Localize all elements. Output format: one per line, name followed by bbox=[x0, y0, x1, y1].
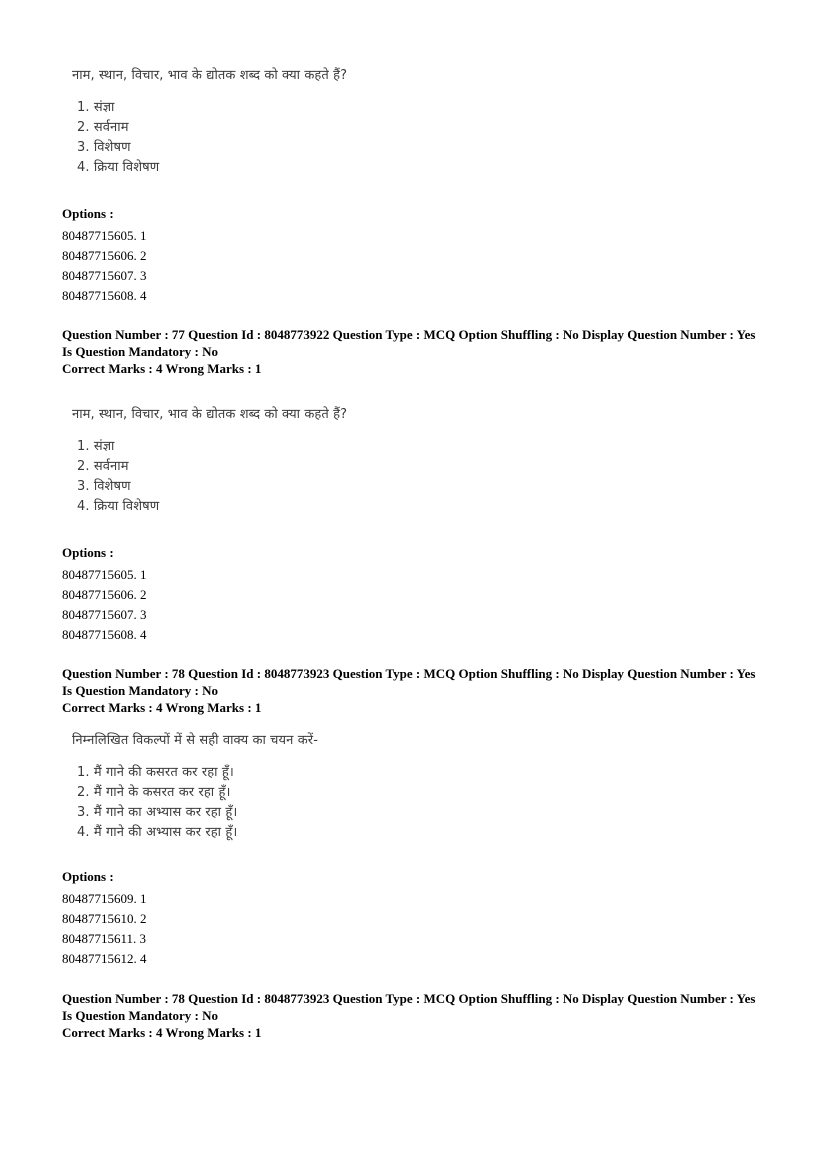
choice-item: 3. मैं गाने का अभ्यास कर रहा हूँ। bbox=[77, 805, 238, 820]
choice-item: 1. मैं गाने की कसरत कर रहा हूँ। bbox=[77, 765, 234, 780]
option-line: 80487715610. 2 bbox=[62, 911, 147, 926]
choice-item: 1. संज्ञा bbox=[77, 100, 115, 115]
question-marks-line: Correct Marks : 4 Wrong Marks : 1 bbox=[62, 361, 262, 376]
question-header-78-repeat bbox=[62, 990, 792, 1041]
question-text: नाम, स्थान, विचार, भाव के द्योतक शब्द को क्या कहते हैं? bbox=[72, 407, 348, 422]
question-image-1 bbox=[72, 66, 347, 178]
option-line: 80487715609. 1 bbox=[62, 891, 147, 906]
choice-item: 4. क्रिया विशेषण bbox=[77, 499, 160, 514]
option-line: 80487715605. 1 bbox=[62, 228, 147, 243]
question-meta-line: Question Number : 78 Question Id : 8048773923 Question Type : MCQ Option Shuffling : No Display Question Number : Yes bbox=[62, 991, 756, 1006]
question-marks-line: Correct Marks : 4 Wrong Marks : 1 bbox=[62, 1025, 262, 1040]
question-meta-line: Question Number : 78 Question Id : 8048773923 Question Type : MCQ Option Shuffling : No Display Question Number : Yes bbox=[62, 666, 756, 681]
option-line: 80487715605. 1 bbox=[62, 567, 147, 582]
question-header-78 bbox=[62, 665, 792, 716]
question-text: निम्नलिखित विकल्पों में से सही वाक्य का चयन करें- bbox=[72, 733, 318, 748]
choice-item: 4. क्रिया विशेषण bbox=[77, 160, 160, 175]
choice-list bbox=[72, 437, 347, 517]
option-line: 80487715608. 4 bbox=[62, 288, 147, 303]
question-header-77 bbox=[62, 326, 792, 377]
question-marks-line: Correct Marks : 4 Wrong Marks : 1 bbox=[62, 700, 262, 715]
option-line: 80487715612. 4 bbox=[62, 951, 147, 966]
choice-item: 1. संज्ञा bbox=[77, 439, 115, 454]
choice-item: 2. सर्वनाम bbox=[77, 459, 129, 474]
options-block-2 bbox=[62, 544, 792, 645]
option-line: 80487715611. 3 bbox=[62, 931, 147, 946]
option-line: 80487715607. 3 bbox=[62, 268, 147, 283]
question-mandatory-line: Is Question Mandatory : No bbox=[62, 1008, 219, 1023]
options-block-3 bbox=[62, 868, 792, 969]
choice-item: 3. विशेषण bbox=[77, 479, 131, 494]
question-meta-line: Question Number : 77 Question Id : 8048773922 Question Type : MCQ Option Shuffling : No Display Question Number : Yes bbox=[62, 327, 756, 342]
question-mandatory-line: Is Question Mandatory : No bbox=[62, 344, 219, 359]
choice-item: 4. मैं गाने की अभ्यास कर रहा हूँ। bbox=[77, 825, 238, 840]
options-label: Options : bbox=[62, 545, 114, 560]
option-line: 80487715608. 4 bbox=[62, 627, 147, 642]
option-line: 80487715606. 2 bbox=[62, 248, 147, 263]
options-block-1 bbox=[62, 205, 792, 306]
option-line: 80487715607. 3 bbox=[62, 607, 147, 622]
question-image-2 bbox=[72, 405, 347, 517]
question-mandatory-line: Is Question Mandatory : No bbox=[62, 683, 219, 698]
question-image-3 bbox=[72, 731, 318, 843]
question-text: नाम, स्थान, विचार, भाव के द्योतक शब्द को क्या कहते हैं? bbox=[72, 68, 348, 83]
options-label: Options : bbox=[62, 206, 114, 221]
choice-item: 2. मैं गाने के कसरत कर रहा हूँ। bbox=[77, 785, 231, 800]
choice-list bbox=[72, 763, 318, 843]
option-line: 80487715606. 2 bbox=[62, 587, 147, 602]
choice-list bbox=[72, 98, 347, 178]
choice-item: 2. सर्वनाम bbox=[77, 120, 129, 135]
choice-item: 3. विशेषण bbox=[77, 140, 131, 155]
options-label: Options : bbox=[62, 869, 114, 884]
